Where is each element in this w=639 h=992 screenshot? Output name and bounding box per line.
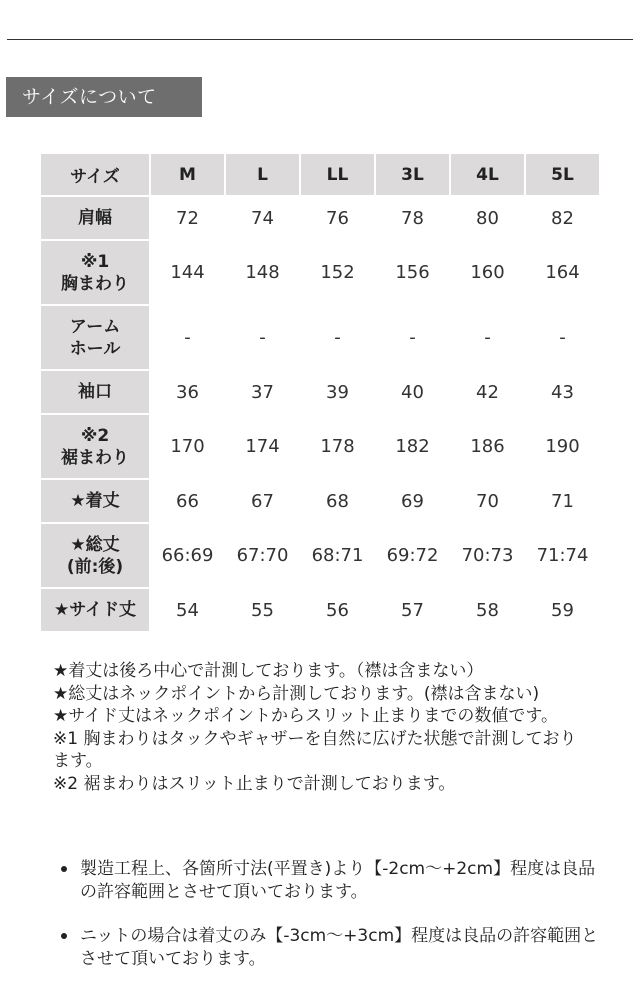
table-row: [41, 524, 599, 587]
table-cell: 144: [151, 241, 224, 304]
size-table: [39, 152, 601, 633]
header-cell: サイズ: [41, 154, 149, 195]
table-cell: 74: [226, 197, 299, 239]
table-cell: 156: [376, 241, 449, 304]
row-label: [41, 197, 149, 239]
table-cell: 190: [526, 415, 599, 478]
table-cell: 174: [226, 415, 299, 478]
row-label-line: ★総丈: [70, 534, 120, 555]
table-cell: 36: [151, 371, 224, 413]
table-row: [41, 480, 599, 522]
note-line: ※2 裾まわりはスリット止まりで計測しております。: [53, 773, 456, 794]
row-label-line: 肩幅: [78, 208, 112, 228]
row-label-line: 胸まわり: [61, 273, 129, 294]
table-cell: 43: [526, 371, 599, 413]
header-cell: 5L: [526, 154, 599, 195]
table-cell: -: [526, 306, 599, 369]
row-label: [41, 415, 149, 478]
table-cell: 55: [226, 589, 299, 631]
table-cell: 76: [301, 197, 374, 239]
table-cell: 67:70: [226, 524, 299, 587]
list-item-text: 製造工程上、各箇所寸法(平置き)より【-2cm～+2cm】程度は良品の許容範囲とさせて頂いております。: [80, 859, 596, 902]
table-row: [41, 415, 599, 478]
table-cell: 68: [301, 480, 374, 522]
table-header-row: [41, 154, 599, 195]
table-cell: 67: [226, 480, 299, 522]
table-cell: 170: [151, 415, 224, 478]
table-cell: 80: [451, 197, 524, 239]
table-cell: -: [226, 306, 299, 369]
row-label: [41, 371, 149, 413]
table-cell: 72: [151, 197, 224, 239]
table-cell: 39: [301, 371, 374, 413]
row-label-line: アーム: [69, 316, 121, 337]
list-item-text: ニットの場合は着丈のみ【-3cm～+3cm】程度は良品の許容範囲とさせて頂いております。: [80, 926, 599, 969]
header-cell: M: [151, 154, 224, 195]
table-cell: 59: [526, 589, 599, 631]
row-label-line: ホール: [69, 338, 121, 359]
table-cell: 40: [376, 371, 449, 413]
table-cell: 164: [526, 241, 599, 304]
header-cell: 3L: [376, 154, 449, 195]
row-label: [41, 480, 149, 522]
table-cell: 66: [151, 480, 224, 522]
header-cell: LL: [301, 154, 374, 195]
row-label-line: 裾まわり: [61, 447, 129, 468]
measurement-notes: [53, 660, 593, 795]
row-label: [41, 524, 149, 587]
row-label-line: ※2: [80, 425, 110, 446]
table-cell: 178: [301, 415, 374, 478]
table-cell: -: [376, 306, 449, 369]
table-row: [41, 371, 599, 413]
row-label-line: ※1: [80, 251, 110, 272]
table-cell: -: [451, 306, 524, 369]
note-line: ★サイド丈はネックポイントからスリット止まりまでの数値です。: [53, 706, 559, 726]
table-row: [41, 197, 599, 239]
row-label: [41, 241, 149, 304]
row-label-line: ★サイド丈: [53, 600, 137, 620]
bullet-icon: [61, 866, 67, 872]
table-cell: 71: [526, 480, 599, 522]
row-label: [41, 589, 149, 631]
top-divider: [7, 39, 633, 40]
row-label-line: ★着丈: [70, 491, 120, 511]
list-item: [59, 858, 599, 903]
table-cell: 70: [451, 480, 524, 522]
table-cell: 57: [376, 589, 449, 631]
tolerance-list: [59, 858, 599, 992]
table-cell: 69: [376, 480, 449, 522]
section-title: サイズについて: [6, 77, 202, 117]
note-line: ★着丈は後ろ中心で計測しております。（襟は含まない）: [53, 661, 484, 681]
table-cell: 68:71: [301, 524, 374, 587]
table-cell: 148: [226, 241, 299, 304]
table-cell: 186: [451, 415, 524, 478]
table-row: [41, 589, 599, 631]
table-cell: 152: [301, 241, 374, 304]
table-cell: 160: [451, 241, 524, 304]
table-cell: 82: [526, 197, 599, 239]
table-cell: 58: [451, 589, 524, 631]
table-cell: 69:72: [376, 524, 449, 587]
table-cell: 54: [151, 589, 224, 631]
row-label-line: 袖口: [78, 382, 112, 402]
table-cell: 42: [451, 371, 524, 413]
note-line: ※1 胸まわりはタックやギャザーを自然に広げた状態で計測しております。: [53, 728, 577, 771]
table-cell: 78: [376, 197, 449, 239]
row-label-line: (前:後): [66, 556, 124, 577]
row-label: [41, 306, 149, 369]
table-cell: 70:73: [451, 524, 524, 587]
table-row: [41, 241, 599, 304]
table-cell: 56: [301, 589, 374, 631]
table-cell: -: [151, 306, 224, 369]
table-cell: 66:69: [151, 524, 224, 587]
note-line: ★総丈はネックポイントから計測しております。(襟は含まない): [53, 683, 540, 704]
table-cell: 182: [376, 415, 449, 478]
table-cell: 37: [226, 371, 299, 413]
header-cell: 4L: [451, 154, 524, 195]
table-cell: 71:74: [526, 524, 599, 587]
bullet-icon: [61, 933, 67, 939]
table-row: [41, 306, 599, 369]
list-item: [59, 925, 599, 970]
header-cell: L: [226, 154, 299, 195]
table-cell: -: [301, 306, 374, 369]
